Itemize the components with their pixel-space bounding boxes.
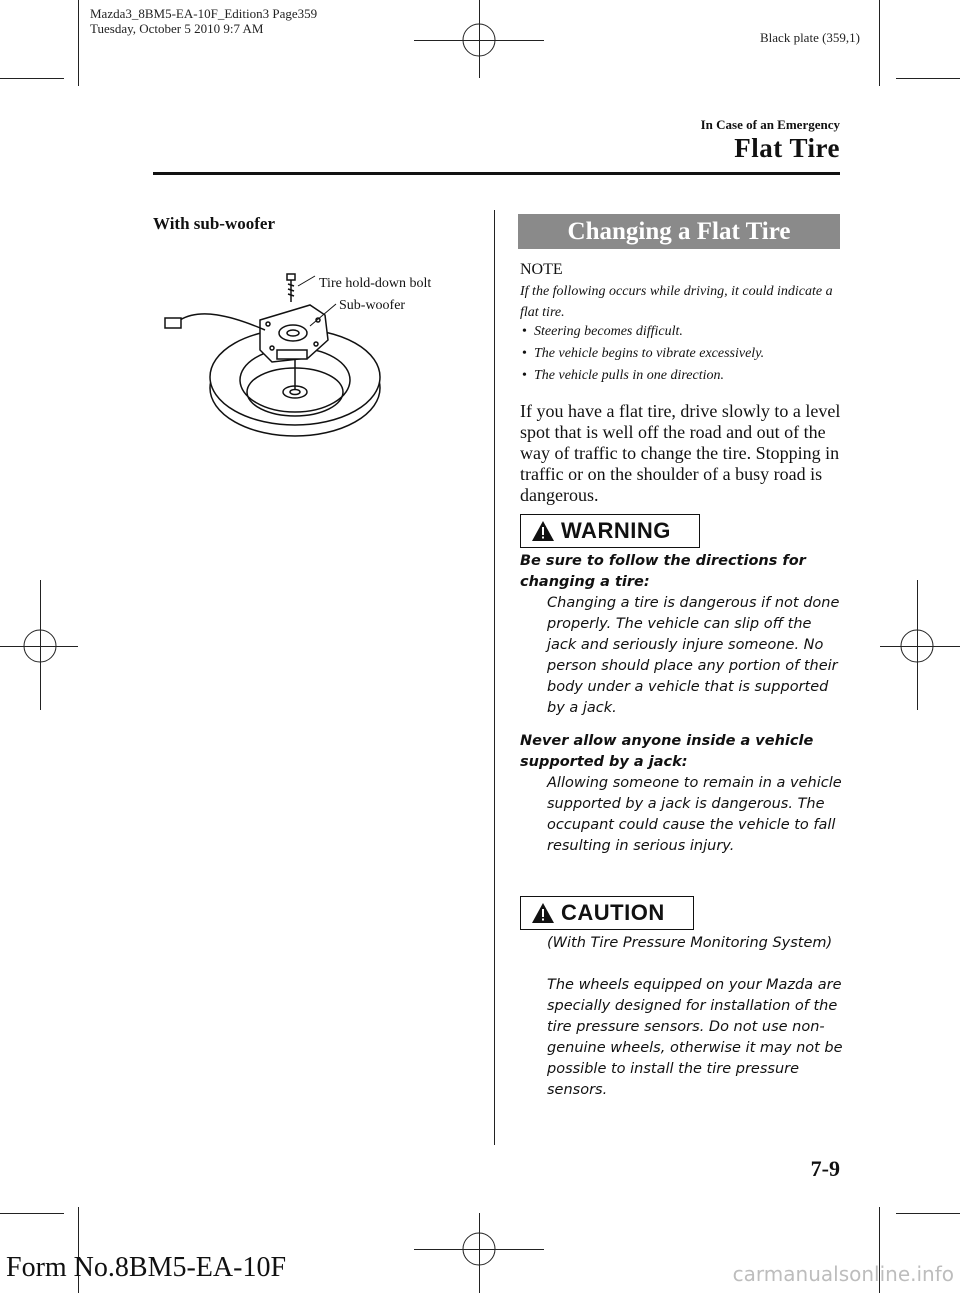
page-title: Flat Tire <box>734 133 840 163</box>
list-item: • The vehicle pulls in one direction. <box>522 365 842 387</box>
note-intro: If the following occurs while driving, it could indicate a flat tire. <box>520 284 833 320</box>
warning-triangle-icon <box>531 520 555 542</box>
figure-heading: With sub-woofer <box>153 214 275 233</box>
plate-label: Black plate (359,1) <box>760 30 860 45</box>
header-rule <box>153 172 840 175</box>
note-title: NOTE <box>520 261 563 278</box>
subwoofer-cable <box>165 314 265 330</box>
caution-condition: (With Tire Pressure Monitoring System) <box>547 935 833 951</box>
section-name: In Case of an Emergency <box>700 117 840 132</box>
page-number: 7-9 <box>810 1156 840 1181</box>
warning-body-1: Changing a tire is dangerous if not done properly. The vehicle can slip off the jack and seriously injure someone. No person should place any portion of their body under a vehicle that is supported by a jack. <box>547 595 840 716</box>
print-file-line: Mazda3_8BM5-EA-10F_Edition3 Page359 <box>90 6 318 21</box>
list-item: • The vehicle begins to vibrate excessively. <box>522 343 842 365</box>
intro-paragraph: If you have a flat tire, drive slowly to a level spot that is well off the road and out of the way of traffic to change the tire. Stopping in traffic or on the shoulder of a busy road is dangerous. <box>520 401 841 505</box>
warning-head-2: Never allow anyone inside a vehicle supported by a jack: <box>520 733 814 770</box>
label-sub-woofer: Sub-woofer <box>339 298 406 313</box>
warning-head-1: Be sure to follow the directions for changing a tire: <box>520 553 806 590</box>
warning-label: WARNING <box>561 518 671 543</box>
caution-body: The wheels equipped on your Mazda are specially designed for installation of the tire pressure sensors. Do not use non-genuine wheels, otherwise it may not be possible to install the tire pressure sensors. <box>547 977 843 1098</box>
list-item: • Steering becomes difficult. <box>522 321 842 343</box>
warning-body-2: Allowing someone to remain in a vehicle supported by a jack is dangerous. The occupant could cause the vehicle to fall resulting in serious injury. <box>547 775 842 854</box>
caution-label-box <box>520 896 694 930</box>
form-number: Form No.8BM5-EA-10F <box>6 1252 287 1283</box>
hold-down-bolt <box>287 274 295 302</box>
caution-triangle-icon <box>531 902 555 924</box>
caution-label: CAUTION <box>561 900 665 925</box>
label-tire-hold-down-bolt: Tire hold-down bolt <box>319 276 432 291</box>
warning-label-box <box>520 514 700 548</box>
column-divider <box>494 210 495 1145</box>
print-date-line: Tuesday, October 5 2010 9:7 AM <box>90 21 264 36</box>
section-banner: Changing a Flat Tire <box>518 214 840 249</box>
note-list <box>522 321 842 387</box>
watermark: carmanualsonline.info <box>732 1262 954 1286</box>
